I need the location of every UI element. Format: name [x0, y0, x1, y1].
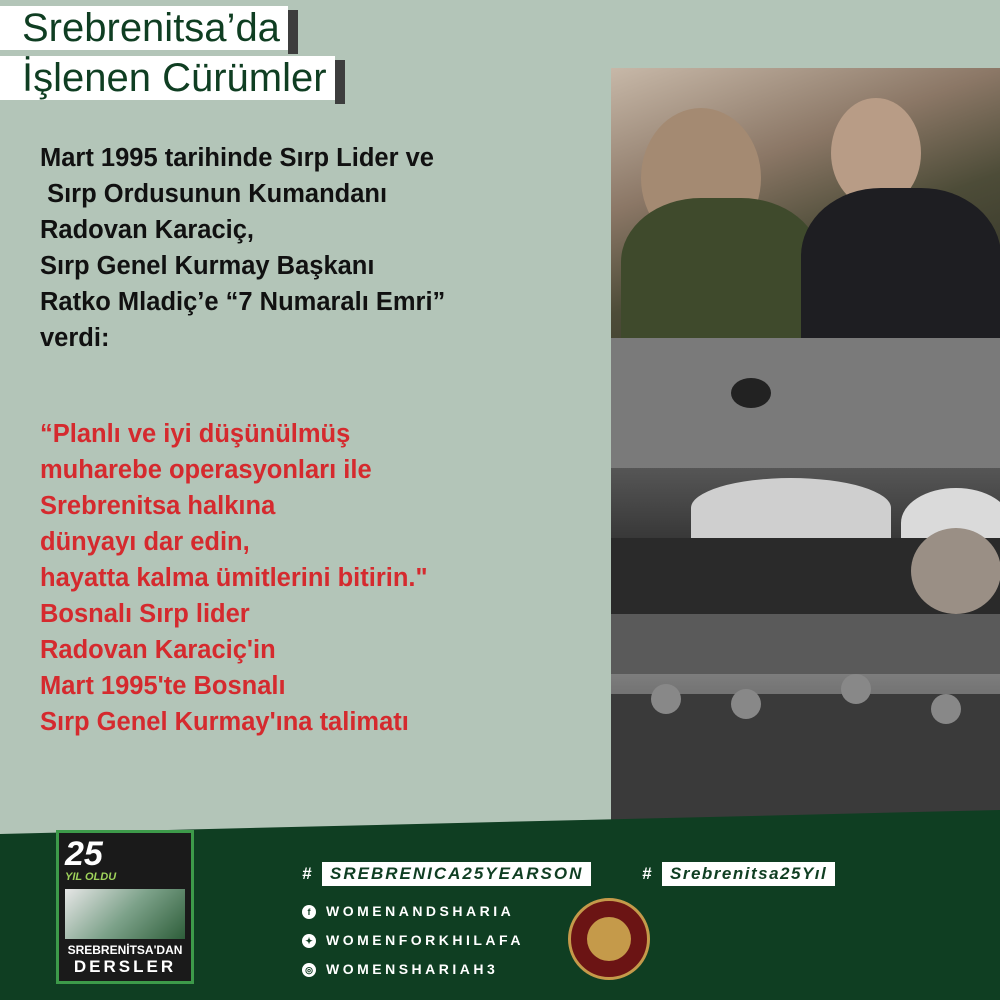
- quote-line: Bosnalı Sırp lider: [40, 600, 250, 628]
- body-line: Sırp Genel Kurmay Başkanı: [40, 252, 375, 280]
- hash-icon: #: [642, 864, 652, 883]
- campaign-logo: [56, 830, 194, 984]
- logo-name: SREBRENİTSA'DAN: [67, 943, 183, 957]
- social-handle: WOMENANDSHARIA: [326, 903, 515, 919]
- hashtag-label: SREBRENICA25YEARSON: [322, 862, 591, 886]
- photo-crowd-umbrellas: [611, 338, 1000, 614]
- quote-line: muharebe operasyonları ile: [40, 456, 372, 484]
- twitter-icon: ✦: [302, 934, 316, 948]
- logo-tagline: DERSLER: [73, 957, 177, 976]
- body-line: Mart 1995 tarihinde Sırp Lider ve: [40, 144, 434, 172]
- body-line: Sırp Ordusunun Kumandanı: [40, 180, 388, 208]
- quote-line: Mart 1995'te Bosnalı: [40, 672, 286, 700]
- photo-refugees-soldiers: [611, 614, 1000, 830]
- quote-line: Sırp Genel Kurmay'ına talimatı: [40, 708, 409, 736]
- emblem-center: [587, 917, 631, 961]
- body-line: Radovan Karaciç,: [40, 216, 255, 244]
- instagram-icon: ◎: [302, 963, 316, 977]
- title-line-2: İşlenen Cürümler: [0, 56, 335, 100]
- quote-text: [40, 416, 600, 740]
- photo-leaders-meeting: [611, 68, 1000, 338]
- social-handle: WOMENFORKHILAFA: [326, 932, 524, 948]
- quote-line: dünyayı dar edin,: [40, 528, 250, 556]
- social-instagram[interactable]: [302, 958, 498, 980]
- quote-line: Srebrenitsa halkına: [40, 492, 276, 520]
- hashtag-label: Srebrenitsa25Yıl: [662, 862, 835, 886]
- logo-image: [65, 889, 185, 939]
- social-twitter[interactable]: [302, 929, 524, 951]
- quote-line: “Planlı ve iyi düşünülmüş: [40, 420, 351, 448]
- title-line-1: Srebrenitsa’da: [0, 6, 288, 50]
- hash-icon: #: [302, 864, 312, 883]
- body-text: [40, 140, 600, 356]
- photo-collage: [611, 68, 1000, 830]
- logo-number: 25: [65, 835, 103, 873]
- organization-emblem: [568, 898, 650, 980]
- body-line: verdi:: [40, 324, 110, 352]
- quote-line: hayatta kalma ümitlerini bitirin.": [40, 564, 428, 592]
- quote-line: Radovan Karaciç'in: [40, 636, 276, 664]
- logo-subtitle: YIL OLDU: [65, 871, 117, 883]
- body-line: Ratko Mladiç’e “7 Numaralı Emri”: [40, 288, 446, 316]
- facebook-icon: f: [302, 905, 316, 919]
- social-handle: WOMENSHARIAH3: [326, 961, 499, 977]
- social-facebook[interactable]: [302, 900, 514, 922]
